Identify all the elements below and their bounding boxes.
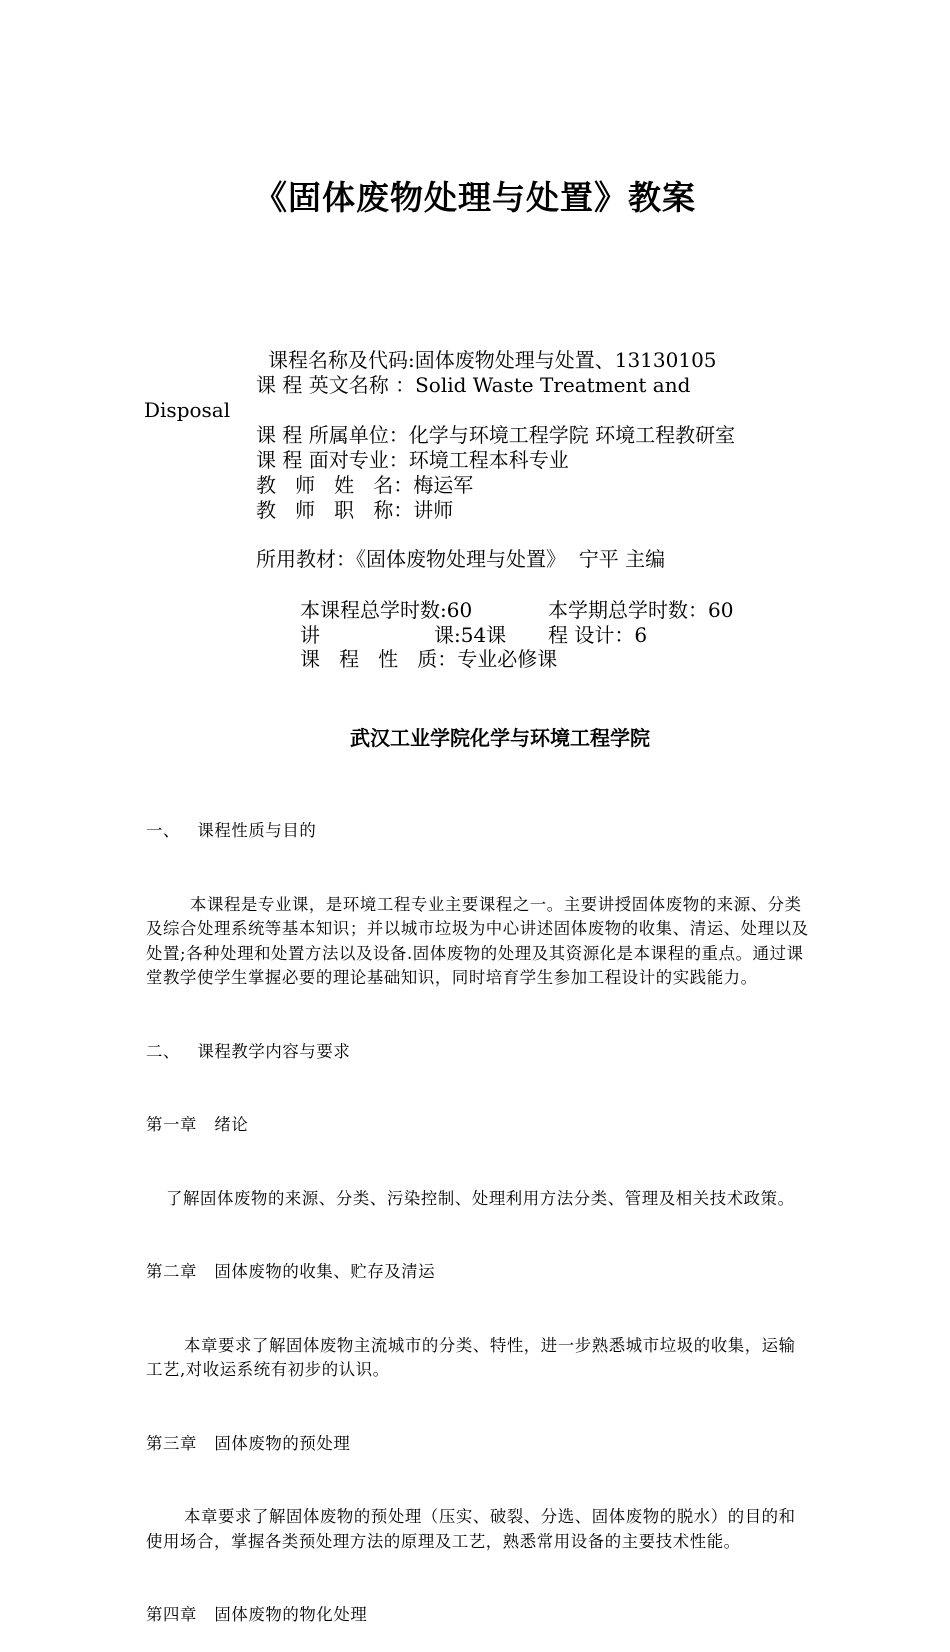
semester-hours: 本学期总学时数：60: [548, 598, 734, 622]
course-name-code: 课程名称及代码:固体废物处理与处置、13130105: [268, 348, 717, 372]
textbook: 所用教材：《固体废物处理与处置》 宁平 主编: [256, 547, 666, 571]
total-hours: 本课程总学时数:60: [300, 598, 473, 622]
document-title: 《固体废物处理与处置》教案: [254, 178, 696, 217]
course-english-name-cont: Disposal: [144, 398, 231, 422]
section-1-paragraph: 本课程是专业课，是环境工程专业主要课程之一。主要讲授固体废物的来源、分类及综合处理系统等基本知识；并以城市垃圾为中心讲述固体废物的收集、清运、处理以及处置;各种处理和处置方法以及设备.固体废物的处理及其资源化是本课程的重点。通过课堂教学使学生掌握必要的理论基础知识，同时培育学生参加工程设计的实践能力。: [146, 894, 809, 987]
chapter-2-heading: 第二章 固体废物的收集、贮存及清运: [146, 1262, 436, 1281]
course-department: 课 程 所属单位：化学与环境工程学院 环境工程教研室: [256, 423, 736, 447]
chapter-2-paragraph: 本章要求了解固体废物主流城市的分类、特性，进一步熟悉城市垃圾的收集，运输工艺,对收运系统有初步的认识。: [146, 1335, 796, 1379]
section-2-heading: 二、 课程教学内容与要求: [146, 1041, 351, 1061]
chapter-4-heading: 第四章 固体废物的物化处理: [146, 1605, 368, 1624]
chapter-1-heading: 第一章 绪论: [146, 1115, 249, 1134]
course-nature: 课 程 性 质：专业必修课: [300, 647, 558, 671]
teacher-title: 教 师 职 称：讲师: [256, 498, 454, 522]
course-english-name: 课 程 英文名称 ：Solid Waste Treatment and: [256, 373, 691, 397]
course-body: [146, 770, 810, 1652]
section-1-heading: 一、 课程性质与目的: [146, 821, 317, 840]
lecture-label: 讲: [300, 623, 320, 647]
design-hours: 程 设计：6: [548, 623, 648, 647]
chapter-3-paragraph: 本章要求了解固体废物的预处理（压实、破裂、分选、固体废物的脱水）的目的和使用场合，掌握各类预处理方法的原理及工艺，熟悉常用设备的主要技术性能。: [146, 1507, 796, 1551]
college-name: 武汉工业学院化学与环境工程学院: [350, 726, 650, 750]
chapter-3-heading: 第三章 固体废物的预处理: [146, 1433, 351, 1453]
lecture-hours: 课:54课: [434, 623, 507, 647]
teacher-name: 教 师 姓 名：梅运军: [256, 473, 474, 497]
course-major: 课 程 面对专业：环境工程本科专业: [256, 448, 569, 472]
chapter-1-paragraph: 了解固体废物的来源、分类、污染控制、处理利用方法分类、管理及相关技术政策。: [166, 1188, 795, 1208]
